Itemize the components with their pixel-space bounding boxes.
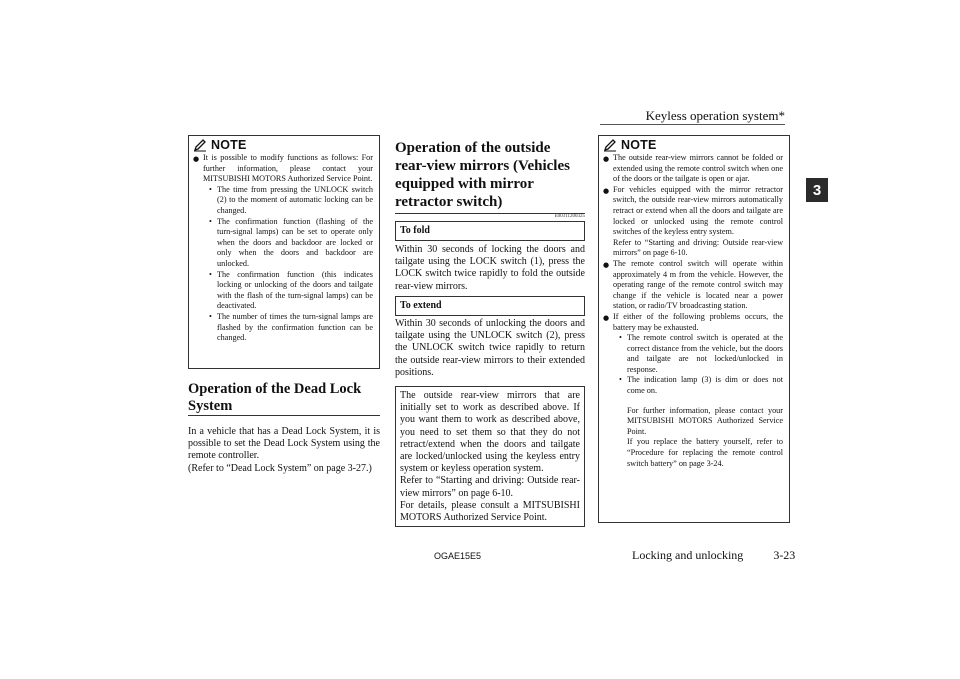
right-note-box	[598, 135, 790, 523]
list-item: • The time from pressing the UNLOCK switch (2) to the moment of automatic locking can be changed.	[209, 184, 373, 215]
note-header	[599, 136, 789, 153]
box-contact: For details, please consult a MITSUBISHI MOTORS Authorized Service Point.	[400, 499, 580, 524]
fold-subheading: To fold	[395, 221, 585, 241]
extend-body: Within 30 seconds of unlocking the doors and tailgate using the UNLOCK switch (2), press the UNLOCK switch twice rapidly to return the outside rear-view mirrors to their extended positions.	[395, 318, 585, 378]
note-icon	[193, 138, 207, 152]
dead-lock-body: In a vehicle that has a Dead Lock System, it is possible to set the Dead Lock System using the remote controller.	[188, 426, 380, 462]
note-intro: It is possible to modify functions as follows: For further information, please contact your MITSUBISHI MOTORS Authorized Service Point.	[203, 153, 373, 184]
page-number: 3-23	[773, 548, 796, 562]
note-icon	[603, 138, 617, 152]
box-ref: Refer to “Starting and driving: Outside rear-view mirrors” on page 6-10.	[400, 475, 580, 499]
note-battery: If you replace the battery yourself, refer to “Procedure for replacing the remote control switch battery” on page 3-24.	[627, 437, 783, 468]
page-footer	[632, 548, 795, 563]
document-code: OGAE15E5	[434, 551, 482, 561]
list-item: • The confirmation function (flashing of the turn-signal lamps) can be set to operate only when the doors and backdoor are locked or only when the doors and backdoor are unlocked.	[209, 216, 373, 268]
section-rule	[188, 415, 380, 416]
box-body: The outside rear-view mirrors that are initially set to work as described above. If you want them to work as described above, you need to set them so that they do not retract/extend when the doors and tailgate are locked/unlocked using the keyless entry system or keyless operation system.	[400, 390, 580, 475]
chapter-tab: 3	[806, 178, 828, 202]
list-item: ● If either of the following problems occurs, the battery may be exhausted.	[603, 311, 783, 332]
list-item: • The remote control switch is operated at the correct distance from the vehicle, but the doors and tailgate are not locked/unlocked in response.	[619, 333, 783, 374]
list-item: • The indication lamp (3) is dim or does not come on.	[619, 375, 783, 396]
note-contact: For further information, please contact your MITSUBISHI MOTORS Authorized Service Point.	[627, 405, 783, 436]
list-item: ● For vehicles equipped with the mirror retractor switch, the outside rear-view mirrors automatically retract or extend when all the doors and tailgate are locked or unlocked using the remote control switches of the keyless entry system. Refer to “Starting and driving: Outside rear-view mirrors” on page 6-10.	[603, 184, 783, 258]
list-item: ● The outside rear-view mirrors cannot be folded or extended using the remote control switch when one of the doors or the tailgate is open or ajar.	[603, 153, 783, 184]
list-item: ● It is possible to modify functions as follows: For further information, please contact your MITSUBISHI MOTORS Authorized Service Point.	[193, 153, 373, 184]
extend-subheading: To extend	[395, 296, 585, 316]
mirror-setting-box	[395, 386, 585, 527]
note-label: NOTE	[211, 137, 247, 152]
section-code: E00311200325	[554, 214, 585, 219]
note-label: NOTE	[621, 137, 657, 152]
mirrors-title: Operation of the outside rear-view mirrors (Vehicles equipped with mirror retractor switch)	[395, 140, 570, 210]
left-note-box	[188, 135, 380, 369]
section-name: Locking and unlocking	[632, 548, 744, 562]
header-rule	[600, 124, 785, 125]
fold-body: Within 30 seconds of locking the doors and tailgate using the LOCK switch (1), press the LOCK switch twice rapidly to fold the outside rear-view mirrors.	[395, 244, 585, 292]
dead-lock-title: Operation of the Dead Lock System	[188, 381, 362, 414]
list-item: ● The remote control switch will operate within approximately 4 m from the vehicle. However, the operating range of the remote control switch may change if the vehicle is located near a power station, or radio/TV broadcasting station.	[603, 258, 783, 311]
dead-lock-ref: (Refer to “Dead Lock System” on page 3-27.)	[188, 462, 372, 474]
list-item: • The number of times the turn-signal lamps are flashed by the confirmation function can be changed.	[209, 311, 373, 343]
list-item: • The confirmation function (this indicates locking or unlocking of the doors and tailgate with the flash of the turn-signal lamps) can be deactivated.	[209, 269, 373, 311]
note-header	[189, 136, 379, 153]
running-header-title: Keyless operation system*	[645, 108, 785, 123]
